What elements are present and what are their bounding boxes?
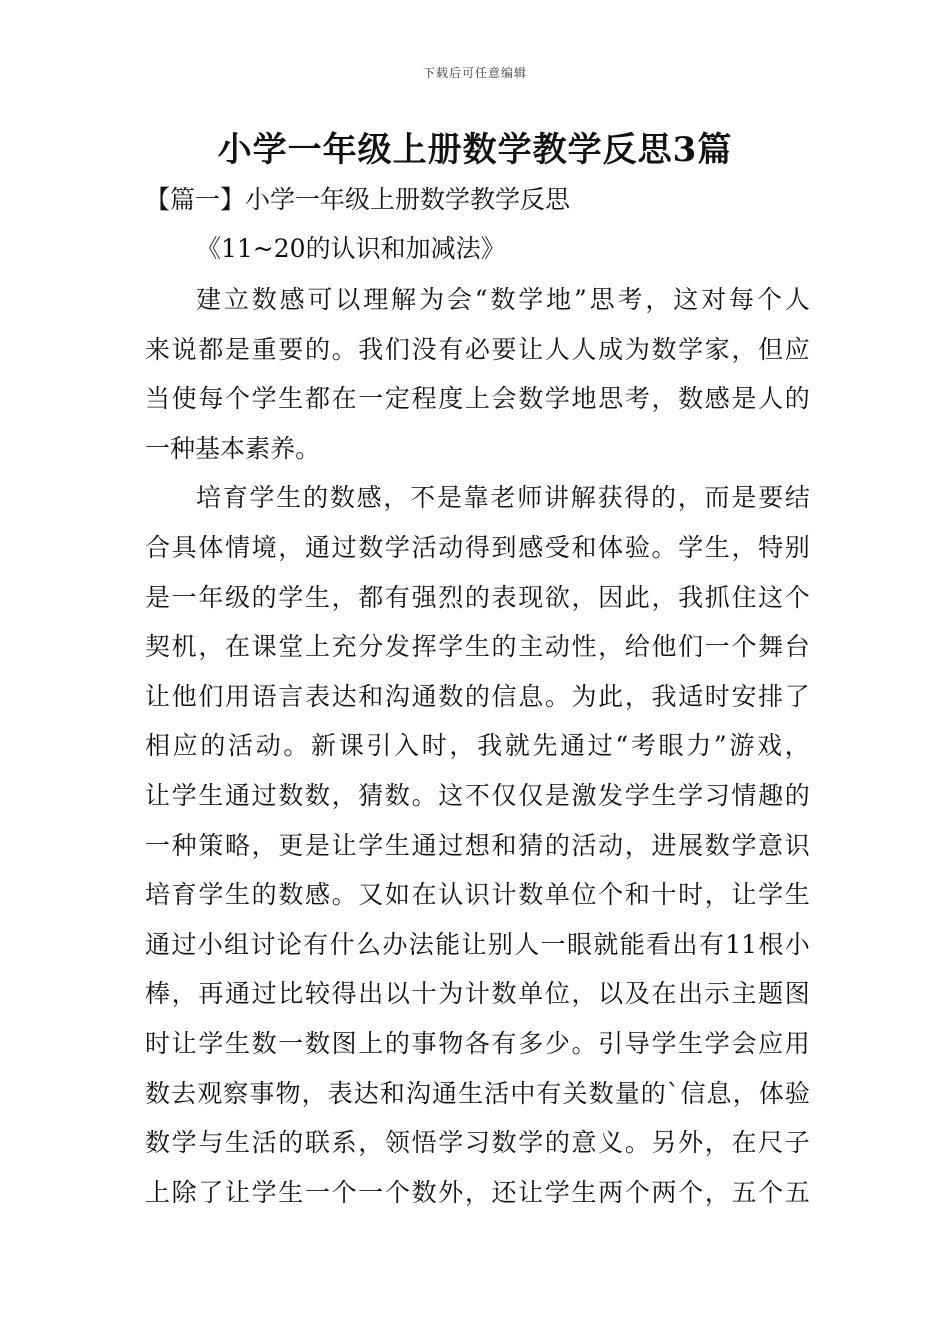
- text-line: 培 育 学 生 的 数 感 ， 不 是 靠 老 师 讲 解 获 得 的 ， 而 是 要 结: [196, 483, 810, 513]
- text-line: 契 机 ， 在 课 堂 上 充 分 发 挥 学 生 的 主 动 性 ， 给 他 们 一 个 舞 台: [145, 632, 810, 662]
- text-line: 当 使 每 个 学 生 都 在 一 定 程 度 上 会 数 学 地 思 考 ， 数 感 是 人 的: [145, 384, 810, 414]
- text-line: 来 说 都 是 重 要 的 。 我 们 没 有 必 要 让 人 人 成 为 数 学 家 ， 但 应: [145, 334, 810, 364]
- text-line: 时 让 学 生 数 一 数 图 上 的 事 物 各 有 多 少 。 引 导 学 生 学 会 应 用: [145, 1028, 810, 1058]
- header-note: 下载后可任意编辑: [422, 66, 527, 80]
- text-line: 合 具 体 情 境 ， 通 过 数 学 活 动 得 到 感 受 和 体 验 。 学 生 ， 特 别: [145, 532, 810, 562]
- text-line: 让 他 们 用 语 言 表 达 和 沟 通 数 的 信 息 。 为 此 ， 我 适 时 安 排 了: [145, 681, 810, 711]
- text-line: 一 种 策 略 ， 更 是 让 学 生 通 过 想 和 猜 的 活 动 ， 进 展 数 学 意 识: [145, 830, 810, 860]
- text-line: 相 应 的 活 动 。 新 课 引 入 时 ， 我 就 先 通 过 “ 考 眼 力 ” 游 戏 ，: [145, 731, 810, 761]
- text-line: 培 育 学 生 的 数 感 。 又 如 在 认 识 计 数 单 位 个 和 十 时 ， 让 学 生: [145, 880, 810, 910]
- document-title: 小学一年级上册数学教学反思3篇: [217, 130, 733, 170]
- section-heading: 【篇一】小学一年级上册数学教学反思: [145, 185, 571, 214]
- text-line: 上 除 了 让 学 生 一 个 一 个 数 外 ， 还 让 学 生 两 个 两 个 ， 五 个 五: [145, 1177, 810, 1207]
- text-line: 数 学 与 生 活 的 联 系 ， 领 悟 学 习 数 学 的 意 义 。 另 外 ， 在 尺 子: [145, 1128, 810, 1158]
- text-line: 棒 ， 再 通 过 比 较 得 出 以 十 为 计 数 单 位 ， 以 及 在 出 示 主 题 图: [145, 979, 810, 1009]
- text-line: 通 过 小 组 讨 论 有 什 么 办 法 能 让 别 人 一 眼 就 能 看 出 有 11 根 小: [145, 929, 810, 959]
- text-line: 建 立 数 感 可 以 理 解 为 会 “ 数 学 地 ” 思 考 ， 这 对 每 个 人: [196, 285, 810, 314]
- text-line: 让 学 生 通 过 数 数 ， 猜 数 。 这 不 仅 仅 是 激 发 学 生 学 习 情 趣 的: [145, 780, 810, 810]
- text-line: 数 去 观 察 事 物 ， 表 达 和 沟 通 生 活 中 有 关 数 量 的 ` 信 息 ， 体 验: [145, 1078, 810, 1108]
- text-line: 是 一 年 级 的 学 生 ， 都 有 强 烈 的 表 现 欲 ， 因 此 ， 我 抓 住 这 个: [145, 582, 810, 612]
- lesson-subtitle: 《11~20的认识和加减法》: [196, 234, 506, 263]
- body-text: [145, 280, 810, 1222]
- text-line: 一 种 基 本 素 养 。: [145, 433, 321, 463]
